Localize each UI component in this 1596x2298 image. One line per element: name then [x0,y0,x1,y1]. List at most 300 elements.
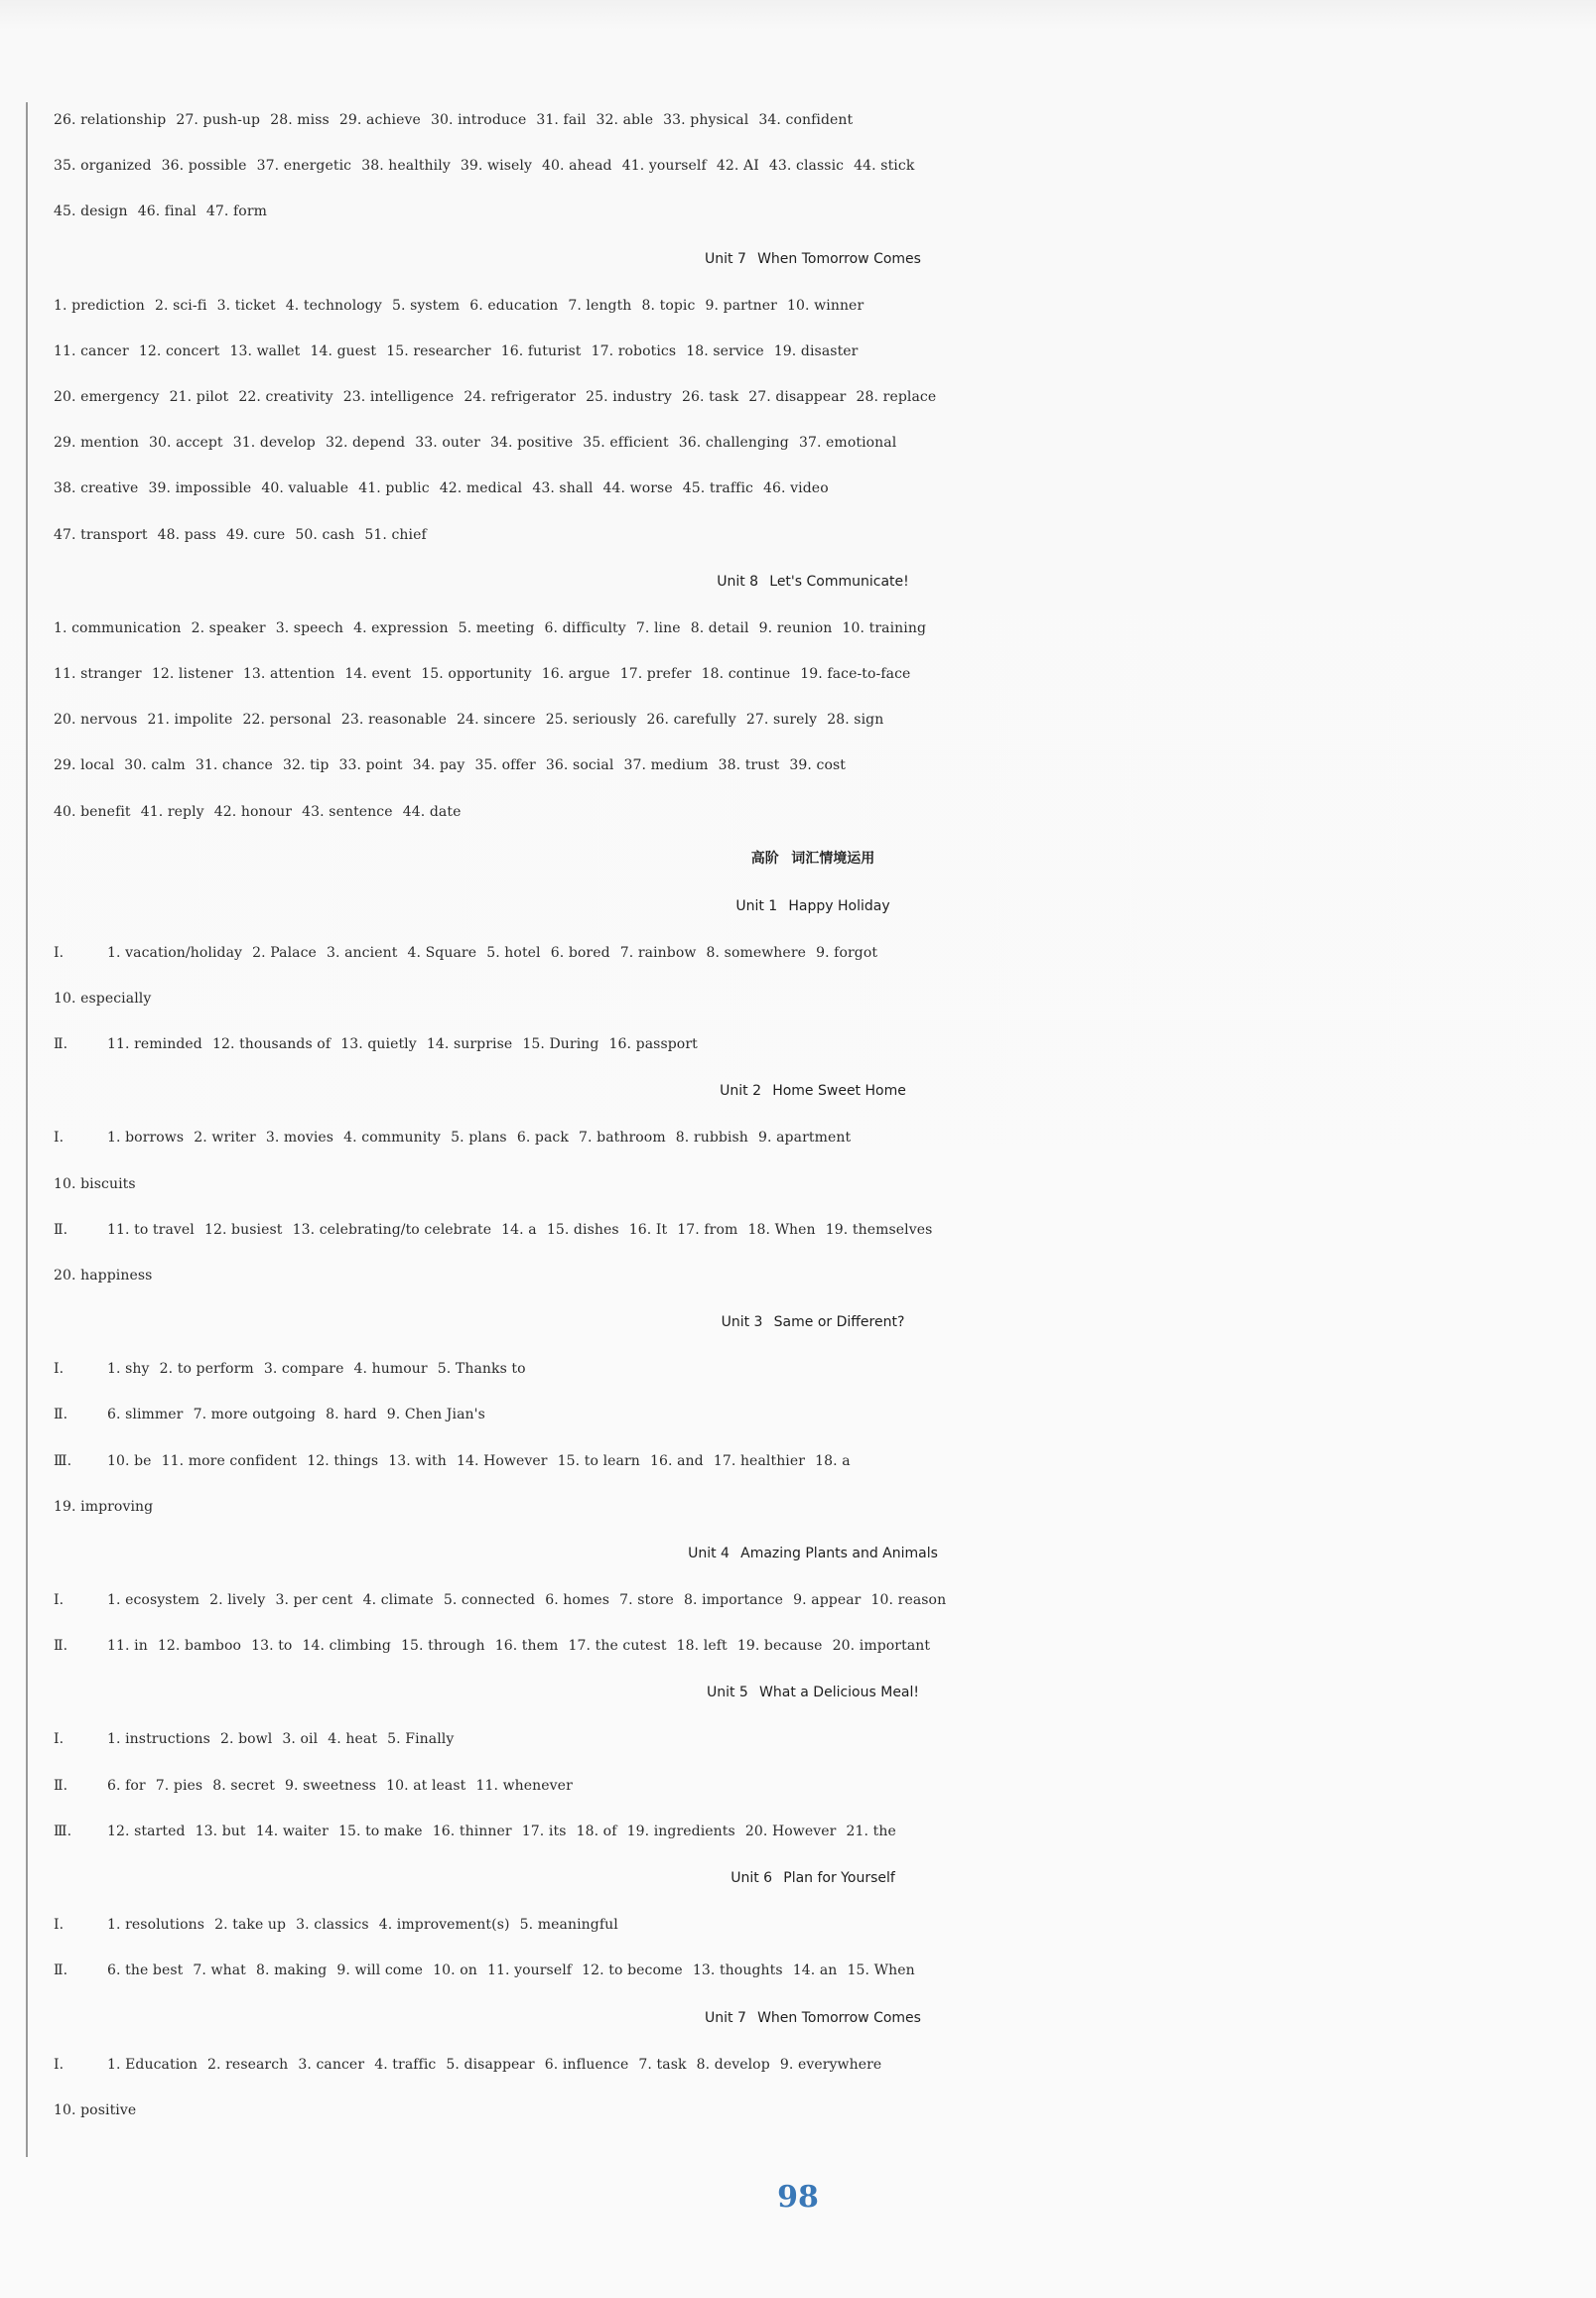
answer-item: 16. them [494,1638,559,1655]
answer-item: 6. slimmer [107,1407,184,1423]
answer-item: 2. bowl [219,1731,273,1748]
answer-item: 5. meaningful [519,1917,618,1934]
answer-item: 12. busiest [203,1221,283,1238]
answer-item: 31. chance [195,757,273,774]
answer-item: 41. yourself [621,158,707,175]
answer-line [54,930,1572,976]
unit-title: When Tomorrow Comes [757,2009,921,2026]
answer-item: 33. point [338,757,403,774]
answer-item: 19. ingredients [626,1823,735,1839]
answer-item: 11. stranger [54,666,142,683]
answer-item: 11. whenever [475,1777,573,1794]
answer-item: 3. cancer [298,2056,365,2073]
answer-line [54,1716,1572,1762]
answer-item: 16. thinner [432,1823,512,1839]
answer-item: 44. worse [602,480,673,497]
answer-item: 8. topic [641,297,696,314]
answer-item: 14. event [344,666,412,683]
answer-item: 8. detail [690,619,749,636]
answer-item: 39. impossible [148,480,252,497]
answer-line [54,97,1572,143]
answer-line [54,1207,1572,1253]
answer-item: 24. sincere [457,712,536,729]
answer-item: 41. public [358,480,430,497]
answer-item: 26. relationship [54,112,167,128]
answer-item: 30. calm [124,757,186,774]
answer-item: 10. especially [54,991,152,1008]
answer-item: 8. somewhere [706,944,806,961]
answer-item: 15. During [522,1036,599,1053]
answer-item: 6. homes [545,1592,610,1609]
answer-item: 32. able [596,112,654,128]
answer-item: 4. expression [353,619,449,636]
answer-item: 4. improvement(s) [378,1917,510,1934]
answer-item: 47. form [205,203,267,220]
answer-item: 20. happiness [54,1268,153,1284]
answer-item: 2. lively [209,1592,266,1609]
answer-item: 10. reason [870,1592,947,1609]
answer-item: 20. emergency [54,389,160,406]
answer-line [54,1623,1572,1669]
unit-number: Unit 4 [688,1546,730,1562]
answer-line [54,1253,1572,1298]
answer-item: 11. cancer [54,342,129,359]
answer-item: 18. a [815,1452,851,1469]
answer-item: 2. take up [214,1917,287,1934]
unit-number: Unit 7 [705,250,746,267]
answer-line [54,189,1572,234]
answer-item: 15. When [847,1962,915,1979]
answer-item: 25. seriously [545,712,637,729]
answer-item: 40. valuable [261,480,349,497]
answer-line [54,1346,1572,1392]
part-numeral: Ⅰ. [54,1361,65,1378]
answer-item: 1. instructions [107,1731,210,1748]
answer-item: 45. traffic [682,480,753,497]
answer-item: 17. robotics [591,342,677,359]
answer-item: 38. healthily [361,158,451,175]
answer-item: 6. difficulty [544,619,626,636]
answer-item: 45. design [54,203,128,220]
answer-item: 30. accept [149,435,223,452]
answer-line [54,1484,1572,1530]
answer-item: 12. listener [151,666,233,683]
answer-item: 24. refrigerator [464,389,577,406]
answer-item: 22. creativity [238,389,333,406]
answer-item: 13. quietly [340,1036,417,1053]
answer-item: 44. stick [854,158,915,175]
answer-item: 12. to become [582,1962,683,1979]
answer-item: 11. more confident [161,1452,298,1469]
answer-item: 27. surely [745,712,818,729]
answer-item: 41. reply [140,803,204,820]
answer-item: 4. traffic [374,2056,437,2073]
answer-item: 16. argue [541,666,610,683]
answer-item: 3. movies [265,1130,334,1147]
answer-item: 34. confident [758,112,854,128]
unit-heading [54,235,1572,283]
answer-item: 7. store [619,1592,674,1609]
answer-item: 7. what [193,1962,246,1979]
answer-item: 5. plans [451,1130,507,1147]
answer-item: 34. pay [412,757,466,774]
answer-line [54,512,1572,558]
answer-item: 35. offer [474,757,536,774]
part-numeral: Ⅰ. [54,1592,65,1609]
unit-heading [54,558,1572,606]
answer-item: 17. healthier [713,1452,806,1469]
answer-item: 16. It [628,1221,668,1238]
answer-item: 1. communication [54,619,182,636]
answer-item: 29. achieve [338,112,421,128]
answer-item: 7. bathroom [579,1130,666,1147]
answer-item: 9. reunion [758,619,833,636]
unit-title: Same or Different? [773,1314,905,1331]
answer-item: 15. to learn [557,1452,640,1469]
answer-item: 15. opportunity [421,666,532,683]
answer-line [54,1161,1572,1207]
unit-heading [54,1854,1572,1902]
answer-item: 38. trust [718,757,780,774]
unit-number: Unit 8 [717,573,759,590]
answer-item: 18. When [747,1221,816,1238]
answer-line [54,976,1572,1021]
answer-item: 31. fail [536,112,587,128]
answer-item: 5. system [391,297,461,314]
answer-item: 32. tip [282,757,330,774]
answer-line [54,697,1572,743]
answer-item: 48. pass [157,526,216,543]
answer-item: 26. task [682,389,739,406]
answer-item: 2. writer [194,1130,256,1147]
answer-item: 14. waiter [255,1823,329,1839]
answer-item: 15. through [401,1638,485,1655]
unit-heading [54,1530,1572,1577]
answer-item: 28. miss [270,112,330,128]
answer-item: 21. the [846,1823,896,1839]
answer-item: 49. cure [225,526,286,543]
answer-item: 6. influence [544,2056,629,2073]
section-heading [54,835,1572,882]
part-numeral: Ⅰ. [54,1130,65,1147]
answer-item: 17. its [521,1823,567,1839]
answer-item: 18. service [686,342,764,359]
answer-item: 11. yourself [486,1962,573,1979]
answer-item: 36. social [545,757,614,774]
unit-heading [54,1669,1572,1716]
answer-item: 8. making [255,1962,328,1979]
answer-item: 36. possible [161,158,247,175]
answer-item: 37. medium [623,757,709,774]
answer-item: 26. carefully [646,712,736,729]
answer-item: 8. develop [696,2056,770,2073]
left-margin-rule [26,102,28,2157]
answer-item: 35. organized [54,158,152,175]
answer-item: 4. humour [353,1361,428,1378]
answer-item: 9. Chen Jian's [386,1407,485,1423]
answer-item: 39. wisely [460,158,532,175]
answer-item: 16. passport [608,1036,698,1053]
answer-item: 27. push-up [176,112,261,128]
answer-item: 17. prefer [619,666,692,683]
answer-item: 6. the best [107,1962,184,1979]
answer-item: 7. line [635,619,681,636]
answer-item: 42. AI [716,158,759,175]
answer-item: 33. outer [415,435,480,452]
answer-item: 3. speech [275,619,343,636]
answer-item: 14. guest [310,342,377,359]
part-numeral: Ⅱ. [54,1638,68,1655]
answer-item: 10. at least [386,1777,466,1794]
answer-line [54,1392,1572,1437]
answer-item: 5. meeting [458,619,535,636]
answer-item: 23. reasonable [340,712,447,729]
answer-item: 30. introduce [430,112,527,128]
answer-item: 13. to [251,1638,293,1655]
answer-line [54,1763,1572,1809]
unit-heading [54,882,1572,930]
section-level: 高阶 [750,850,779,867]
unit-title: What a Delicious Meal! [759,1685,920,1701]
answer-item: 39. cost [789,757,847,774]
answer-item: 20. nervous [54,712,138,729]
answer-item: 14. However [456,1452,548,1469]
answer-item: 14. an [792,1962,838,1979]
answer-item: 7. task [638,2056,687,2073]
answer-item: 9. will come [336,1962,424,1979]
answer-item: 23. intelligence [342,389,455,406]
answer-item: 2. research [207,2056,289,2073]
answer-item: 13. wallet [229,342,301,359]
answer-item: 40. ahead [542,158,612,175]
answer-item: 9. appear [793,1592,862,1609]
answer-line [54,466,1572,511]
answer-item: 5. connected [443,1592,536,1609]
answer-item: 13. with [388,1452,447,1469]
answer-item: 1. prediction [54,297,145,314]
answer-item: 8. secret [212,1777,275,1794]
answer-item: 8. rubbish [675,1130,748,1147]
answer-item: 12. bamboo [157,1638,242,1655]
answer-item: 5. hotel [486,944,541,961]
answer-item: 4. heat [328,1731,378,1748]
answer-item: 43. shall [532,480,594,497]
answer-item: 28. replace [856,389,937,406]
part-numeral: Ⅱ. [54,1962,68,1979]
part-numeral: Ⅲ. [54,1823,72,1839]
answer-line [54,1021,1572,1067]
answer-line [54,1948,1572,1993]
answer-item: 19. improving [54,1498,154,1515]
answer-line [54,743,1572,788]
unit-number: Unit 2 [720,1083,762,1100]
answer-item: 31. develop [232,435,316,452]
unit-number: Unit 7 [705,2009,746,2026]
answer-item: 18. of [576,1823,617,1839]
unit-title: Plan for Yourself [783,1870,895,1887]
answer-item: 6. education [469,297,559,314]
answer-item: 32. depend [325,435,406,452]
unit-title: Let's Communicate! [769,573,909,590]
answer-line [54,420,1572,466]
answer-item: 4. Square [407,944,477,961]
answer-item: 10. biscuits [54,1175,136,1192]
answer-item: 42. medical [439,480,523,497]
answer-item: 10. be [107,1452,152,1469]
unit-number: Unit 5 [706,1685,748,1701]
answer-item: 6. bored [550,944,610,961]
answer-item: 43. classic [768,158,845,175]
answer-item: 3. per cent [275,1592,353,1609]
answer-item: 9. sweetness [285,1777,377,1794]
answer-line [54,374,1572,420]
part-numeral: Ⅰ. [54,1917,65,1934]
answer-item: 14. surprise [426,1036,513,1053]
answer-item: 1. borrows [107,1130,185,1147]
answer-item: 4. climate [362,1592,434,1609]
answer-item: 5. disappear [446,2056,535,2073]
answer-item: 19. face-to-face [800,666,911,683]
answer-line [54,1902,1572,1948]
answer-item: 19. disaster [773,342,859,359]
answer-item: 9. partner [705,297,777,314]
answer-item: 27. disappear [748,389,847,406]
unit-heading [54,1067,1572,1115]
answer-item: 7. more outgoing [193,1407,317,1423]
answer-item: 4. technology [285,297,382,314]
answer-line [54,1809,1572,1854]
unit-title: Amazing Plants and Animals [740,1546,938,1562]
answer-item: 46. final [137,203,197,220]
answer-item: 5. Thanks to [437,1361,526,1378]
answer-item: 51. chief [364,526,427,543]
answer-item: 6. pack [516,1130,569,1147]
answer-item: 33. physical [663,112,749,128]
answer-item: 3. ticket [216,297,276,314]
answer-item: 40. benefit [54,803,131,820]
answer-line [54,2042,1572,2088]
answer-item: 4. community [343,1130,442,1147]
unit-title: When Tomorrow Comes [757,250,921,267]
answer-item: 12. thousands of [211,1036,332,1053]
part-numeral: Ⅲ. [54,1452,72,1469]
part-numeral: Ⅱ. [54,1036,68,1053]
answer-item: 43. sentence [302,803,393,820]
answer-item: 8. importance [684,1592,784,1609]
answer-item: 8. hard [326,1407,377,1423]
answer-line [54,283,1572,329]
unit-title: Home Sweet Home [772,1083,906,1100]
answer-line [54,651,1572,697]
answer-item: 13. thoughts [692,1962,783,1979]
answer-item: 21. impolite [147,712,233,729]
answer-item: 1. ecosystem [107,1592,200,1609]
answer-item: 20. important [832,1638,931,1655]
answer-line [54,789,1572,835]
answer-item: 15. dishes [546,1221,619,1238]
answer-item: 7. pies [155,1777,203,1794]
answer-item: 14. a [501,1221,537,1238]
unit-heading [54,1298,1572,1346]
answer-item: 15. researcher [386,342,491,359]
answer-item: 16. futurist [500,342,582,359]
answer-item: 28. sign [827,712,884,729]
answer-item: 12. concert [138,342,220,359]
answer-item: 5. Finally [387,1731,455,1748]
answer-item: 2. sci-fi [154,297,207,314]
answer-item: 1. Education [107,2056,198,2073]
answer-item: 15. to make [337,1823,423,1839]
answer-item: 47. transport [54,526,148,543]
answer-item: 20. However [744,1823,837,1839]
answer-item: 10. on [433,1962,477,1979]
answer-line [54,2088,1572,2133]
part-numeral: Ⅱ. [54,1777,68,1794]
part-numeral: Ⅱ. [54,1221,68,1238]
section-title: 词汇情境运用 [791,850,875,867]
answer-item: 34. positive [489,435,574,452]
answer-item: 1. vacation/holiday [107,944,243,961]
answer-line [54,606,1572,651]
answer-item: 42. honour [213,803,293,820]
answer-item: 46. video [763,480,829,497]
answer-item: 10. winner [787,297,864,314]
answer-item: 44. date [402,803,462,820]
answer-item: 9. apartment [758,1130,852,1147]
answer-item: 37. emotional [798,435,897,452]
answer-item: 10. positive [54,2101,137,2118]
page-number: 98 [777,2180,819,2215]
answer-item: 11. to travel [107,1221,195,1238]
answer-line [54,1115,1572,1160]
answer-item: 11. in [107,1638,148,1655]
unit-number: Unit 6 [731,1870,773,1887]
part-numeral: Ⅰ. [54,1731,65,1748]
answer-item: 17. from [677,1221,738,1238]
answer-item: 17. the cutest [568,1638,667,1655]
unit-heading [54,1994,1572,2042]
answer-item: 2. speaker [191,619,266,636]
answer-item: 25. industry [586,389,672,406]
answer-item: 7. length [568,297,632,314]
answer-item: 2. to perform [159,1361,254,1378]
answer-item: 7. rainbow [619,944,697,961]
answer-item: 3. oil [282,1731,319,1748]
answer-item: 12. started [107,1823,186,1839]
answer-item: 9. forgot [816,944,878,961]
answer-item: 13. but [195,1823,246,1839]
answer-item: 13. celebrating/to celebrate [292,1221,492,1238]
answer-item: 3. compare [263,1361,344,1378]
answer-item: 1. resolutions [107,1917,205,1934]
answer-item: 16. and [650,1452,704,1469]
answer-item: 18. left [676,1638,728,1655]
answer-item: 3. classics [296,1917,369,1934]
answer-item: 6. for [107,1777,146,1794]
answer-line [54,329,1572,374]
answer-item: 36. challenging [678,435,789,452]
answer-item: 37. energetic [256,158,352,175]
answer-item: 10. training [842,619,927,636]
part-numeral: Ⅰ. [54,2056,65,2073]
answer-item: 35. efficient [583,435,669,452]
part-numeral: Ⅰ. [54,944,65,961]
answer-item: 2. Palace [252,944,317,961]
part-numeral: Ⅱ. [54,1407,68,1423]
answer-item: 21. pilot [169,389,229,406]
answer-item: 38. creative [54,480,139,497]
answer-item: 22. personal [242,712,332,729]
